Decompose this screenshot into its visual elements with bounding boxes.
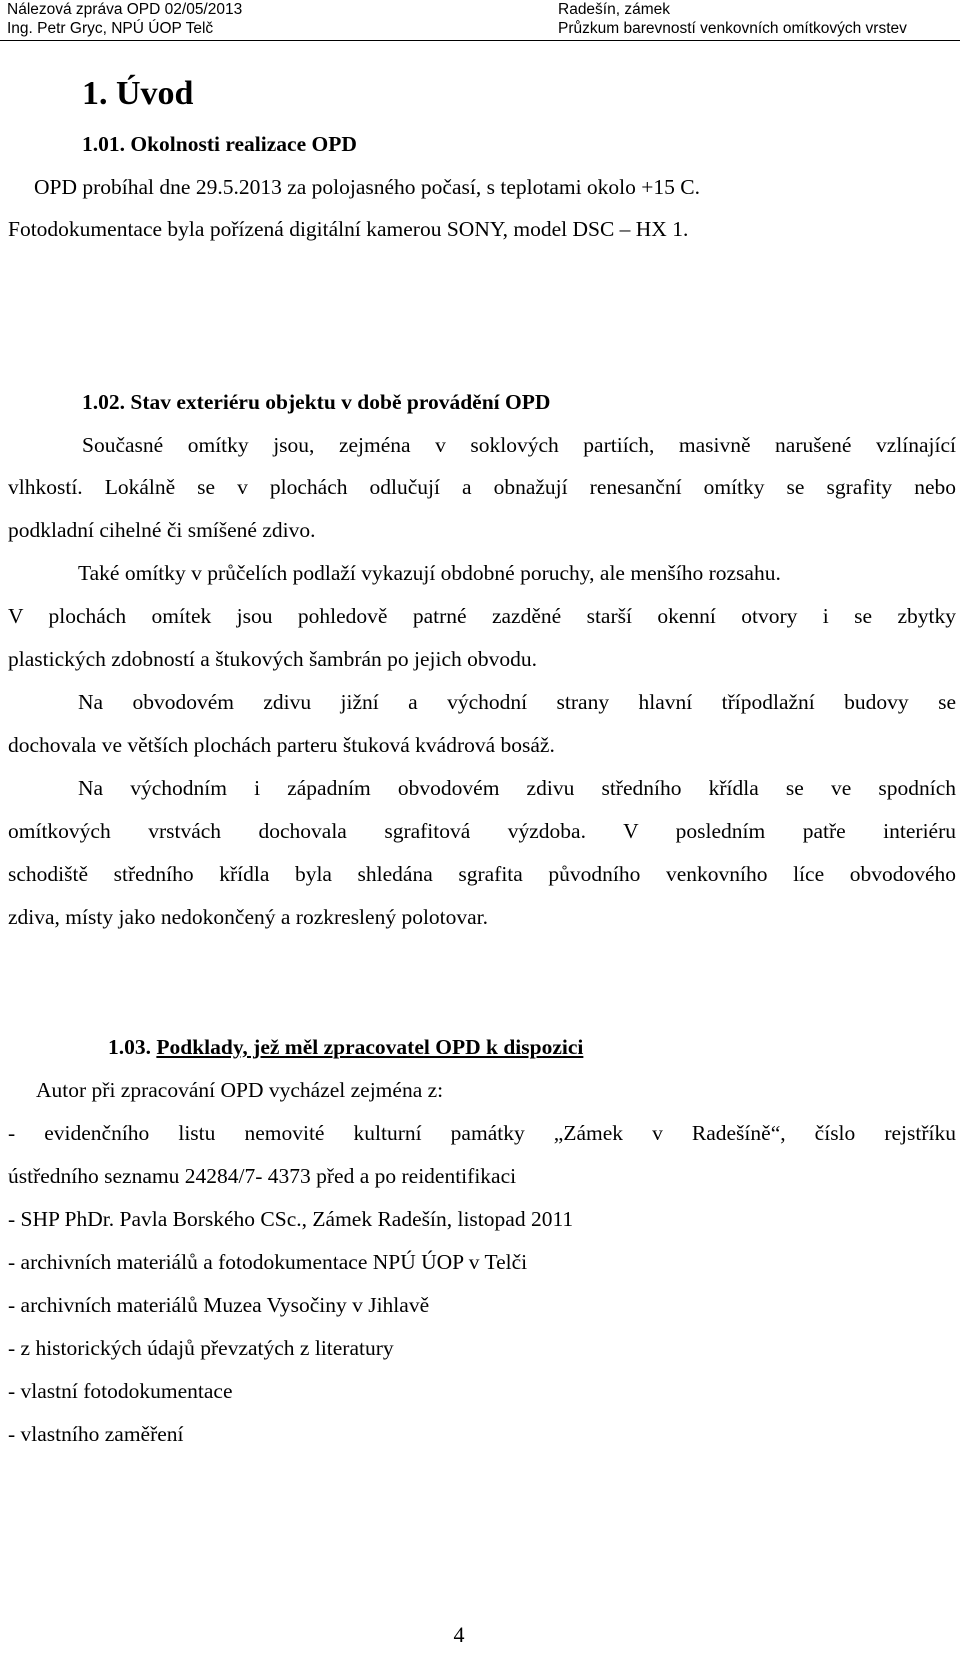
list-item: - z historických údajů převzatých z literatury	[8, 1336, 394, 1360]
section-102-line: Také omítky v průčelích podlaží vykazují obdobné poruchy, ale menšího rozsahu.	[78, 561, 781, 585]
header-subject: Průzkum barevností venkovních omítkových vrstev	[558, 20, 907, 37]
list-item: - archivních materiálů a fotodokumentace NPÚ ÚOP v Telči	[8, 1250, 528, 1274]
section-102-line: schodiště středního křídla byla shledána sgrafita původního venkovního líce obvodového	[8, 862, 956, 886]
list-item: - SHP PhDr. Pavla Borského CSc., Zámek Radešín, listopad 2011	[8, 1207, 574, 1231]
header-report-id: Nálezová zpráva OPD 02/05/2013	[7, 1, 243, 18]
header-right	[558, 0, 907, 38]
section-101-line: OPD probíhal dne 29.5.2013 za polojasného počasí, s teplotami okolo +15 C.	[34, 175, 700, 199]
section-101-line: Fotodokumentace byla pořízená digitální kamerou SONY, model DSC – HX 1.	[8, 217, 689, 241]
section-102-line: Na obvodovém zdivu jižní a východní strany hlavní třípodlažní budovy se	[78, 690, 956, 714]
section-102-line: omítkových vrstvách dochovala sgrafitová výzdoba. V posledním patře interiéru	[8, 819, 956, 843]
list-item: - archivních materiálů Muzea Vysočiny v Jihlavě	[8, 1293, 430, 1317]
section-101-title: 1.01. Okolnosti realizace OPD	[82, 132, 357, 156]
header-left	[7, 0, 242, 38]
section-102-line: dochovala ve větších plochách parteru štuková kvádrová bosáž.	[8, 733, 555, 757]
header-author: Ing. Petr Gryc, NPÚ ÚOP Telč	[7, 20, 214, 37]
header-location: Radešín, zámek	[558, 1, 670, 18]
list-item: - vlastní fotodokumentace	[8, 1379, 233, 1403]
section-103-line: ústředního seznamu 24284/7- 4373 před a po reidentifikaci	[8, 1164, 517, 1188]
chapter-heading: 1. Úvod	[82, 75, 194, 112]
page-header	[0, 0, 960, 40]
section-102-title: 1.02. Stav exteriéru objektu v době provádění OPD	[82, 390, 551, 414]
list-item: - vlastního zaměření	[8, 1422, 184, 1446]
header-divider	[0, 40, 960, 41]
section-102-line: Na východním i západním obvodovém zdivu středního křídla se ve spodních	[78, 776, 956, 800]
section-102-line: zdiva, místy jako nedokončený a rozkreslený polotovar.	[8, 905, 489, 929]
section-103-line: - evidenčního listu nemovité kulturní památky „Zámek v Radešíně“, číslo rejstříku	[8, 1121, 956, 1145]
section-103-heading: Podklady, jež měl zpracovatel OPD k dispozici	[156, 1035, 584, 1059]
section-102-line: Současné omítky jsou, zejména v soklových partiích, masivně narušené vzlínající	[82, 433, 956, 457]
section-103-line: Autor při zpracování OPD vycházel zejména z:	[36, 1078, 444, 1102]
section-103-number: 1.03.	[108, 1035, 151, 1059]
section-102-line: vlhkostí. Lokálně se v plochách odlučují a obnažují renesanční omítky se sgrafity nebo	[8, 475, 956, 499]
section-102-line: V plochách omítek jsou pohledově patrné zazděné starší okenní otvory i se zbytky	[8, 604, 956, 628]
section-102-line: podkladní cihelné či smíšené zdivo.	[8, 518, 316, 542]
page-number: 4	[453, 1622, 465, 1647]
section-103-title	[108, 1033, 583, 1061]
section-102-line: plastických zdobností a štukových šambrán po jejich obvodu.	[8, 647, 538, 671]
